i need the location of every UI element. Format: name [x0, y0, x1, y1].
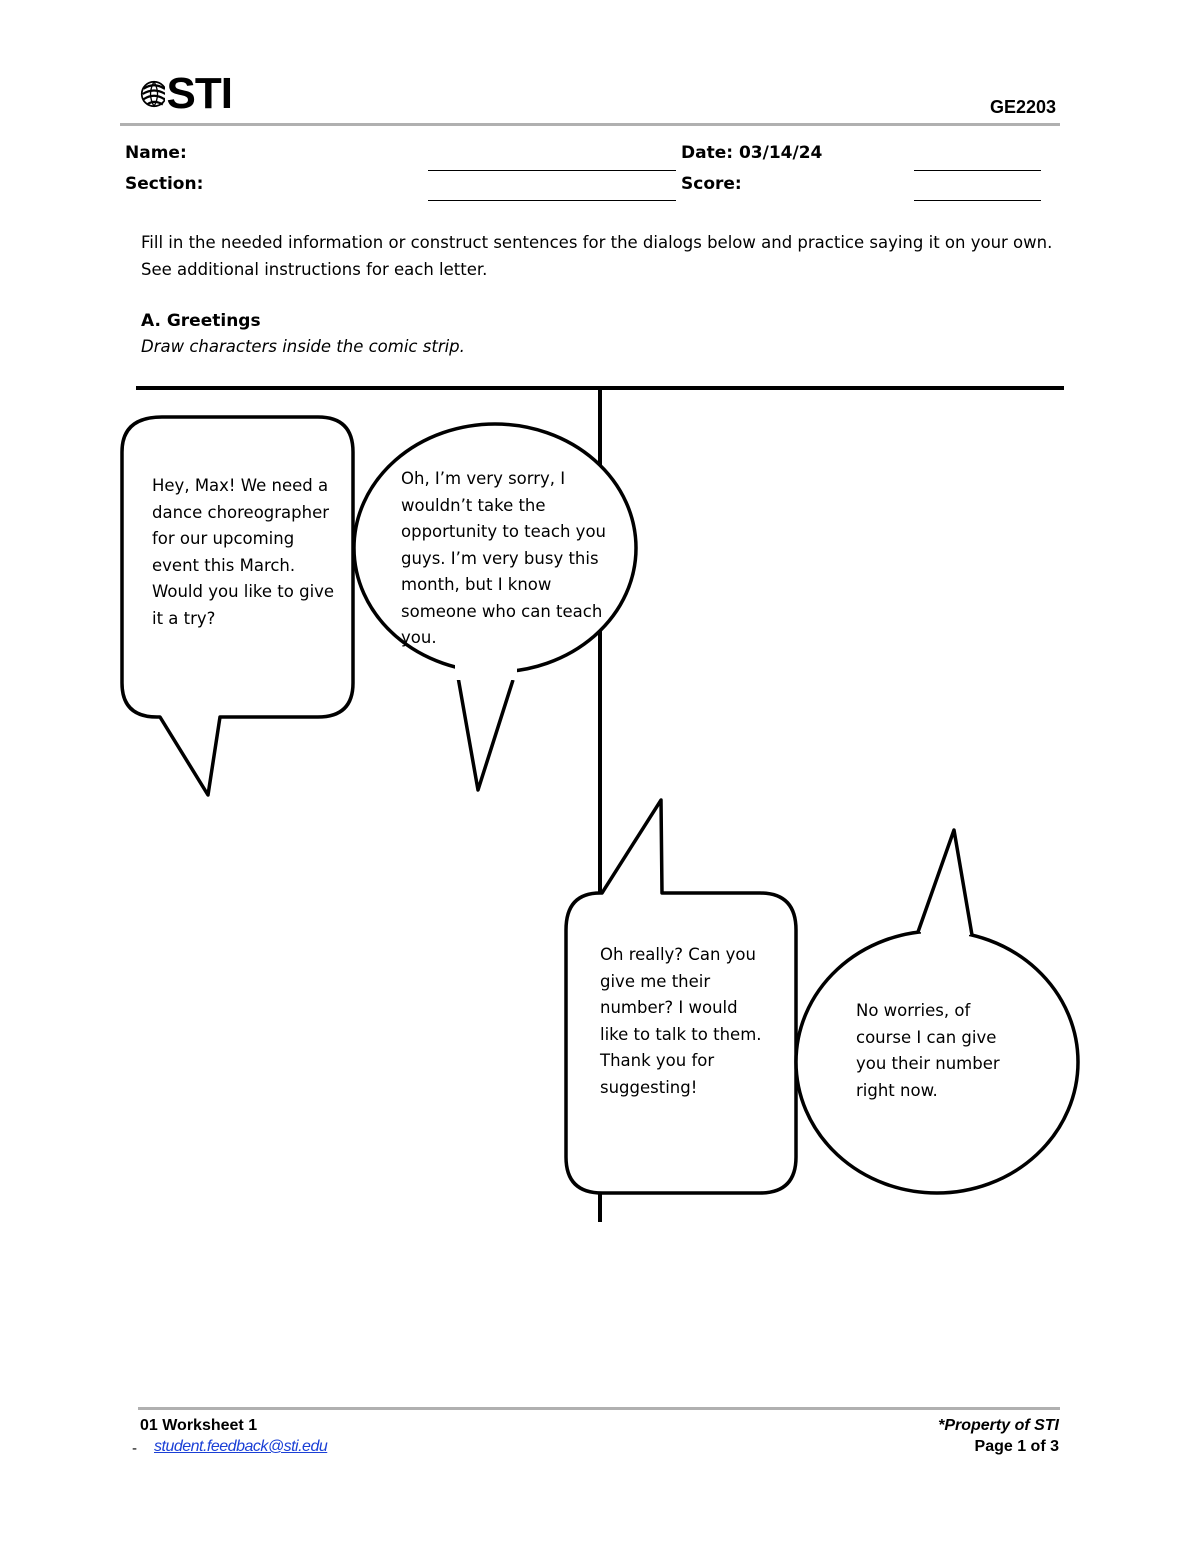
date-label: Date: 03/14/24 — [681, 143, 823, 163]
course-code: GE2203 — [989, 97, 1056, 117]
section-a-note: Draw characters inside the comic strip. — [141, 337, 465, 356]
bubble-2-dialog: Oh, I’m very sorry, I wouldn’t take the opportunity to teach you guys. I’m very busy this month, but I know someone who can teach you. — [401, 469, 607, 647]
bubble-1-dialog: Hey, Max! We need a dance choreographer for our upcoming event this March. Would you like to give it a try? — [152, 476, 335, 628]
bubble-4-text — [856, 998, 1016, 1104]
worksheet-label: 01 Worksheet 1 — [140, 1417, 258, 1434]
footer-dash: - — [132, 1441, 138, 1457]
bubble-3-dialog: Oh really? Can you give me their number? I would like to talk to them. Thank you for suggesting! — [600, 945, 762, 1097]
bubble-2-text — [401, 466, 606, 652]
logo-text: STI — [166, 69, 232, 118]
footer-divider — [138, 1407, 1060, 1410]
feedback-email-link[interactable]: student.feedback@sti.edu — [154, 1438, 328, 1455]
section-label: Section: — [125, 174, 204, 194]
property-notice: *Property of STI — [938, 1417, 1059, 1434]
instructions: Fill in the needed information or construct sentences for the dialogs below and practice saying it on your own. See additional instructions for each letter. — [141, 233, 1053, 279]
name-label: Name: — [125, 143, 187, 163]
bubble-4-dialog: No worries, of course I can give you their number right now. — [856, 1001, 1000, 1100]
score-label: Score: — [681, 174, 742, 194]
bubble-3-text — [600, 942, 765, 1101]
section-a-title: A. Greetings — [141, 311, 261, 331]
page-number: Page 1 of 3 — [974, 1438, 1059, 1455]
bubble-1-text — [152, 473, 337, 632]
